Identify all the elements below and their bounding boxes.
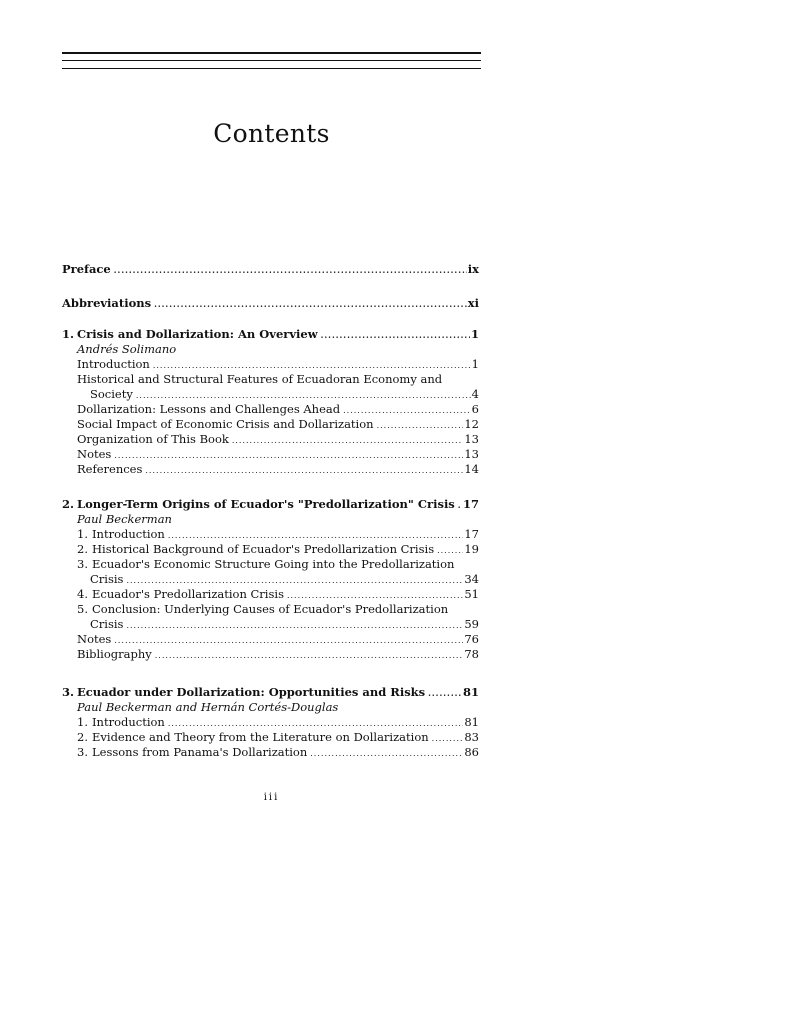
leader-dots	[153, 358, 471, 373]
entry-label: Bibliography	[77, 647, 152, 661]
leader-dots	[428, 686, 462, 701]
page-number: 83	[464, 730, 479, 744]
section-number: 5.	[77, 602, 88, 616]
page-number: 81	[462, 685, 479, 699]
leader-dots	[114, 263, 467, 278]
chapter-number: 1.	[62, 327, 75, 341]
page-number: xi	[467, 296, 479, 310]
chapter-number: 3.	[62, 685, 75, 699]
leader-dots	[321, 328, 470, 343]
page-number: 86	[464, 745, 479, 759]
page-number: 81	[464, 715, 479, 729]
leader-dots	[437, 543, 463, 558]
chapter-author: Paul Beckerman	[77, 512, 172, 526]
leader-dots	[287, 588, 463, 603]
top-rule	[62, 52, 481, 54]
leader-dots	[232, 433, 464, 448]
page-number: 1	[471, 357, 479, 371]
entry-label: Ecuador's Economic Structure Going into the Predollarization	[92, 557, 455, 571]
leader-dots	[432, 731, 464, 746]
entry-label: Historical Background of Ecuador's Predollarization Crisis	[92, 542, 435, 556]
entry-label: Society	[90, 387, 133, 401]
entry-label: Lessons from Panama's Dollarization	[92, 745, 308, 759]
leader-dots	[155, 648, 464, 663]
leader-dots	[343, 403, 471, 418]
top-rule	[62, 60, 481, 61]
toc-abbreviations	[62, 296, 479, 311]
chapter-title: Longer-Term Origins of Ecuador's "Predollarization" Crisis	[77, 497, 455, 511]
entry-label: References	[77, 462, 143, 476]
section-number: 1.	[77, 527, 88, 541]
entry-label: Social Impact of Economic Crisis and Dollarization	[77, 417, 374, 431]
chapter-title: Crisis and Dollarization: An Overview	[77, 327, 318, 341]
entry-label: Organization of This Book	[77, 432, 229, 446]
page-number: 6	[471, 402, 479, 416]
entry-label: Crisis	[90, 572, 124, 586]
chapter-title: Ecuador under Dollarization: Opportunities and Risks	[77, 685, 426, 699]
entry-label: Evidence and Theory from the Literature on Dollarization	[92, 730, 429, 744]
entry-label: Introduction	[92, 527, 165, 541]
entry-label: Dollarization: Lessons and Challenges Ahead	[77, 402, 341, 416]
page-number: 17	[464, 527, 479, 541]
leader-dots	[310, 746, 463, 761]
page-number: 19	[464, 542, 479, 556]
leader-dots	[145, 463, 463, 478]
chapter-number: 2.	[62, 497, 75, 511]
page-number: 78	[464, 647, 479, 661]
page-number: 4	[471, 387, 479, 401]
leader-dots	[126, 573, 463, 588]
page-number: 34	[464, 572, 479, 586]
section-number: 2.	[77, 542, 88, 556]
page-number: 17	[462, 497, 479, 511]
section-number: 4.	[77, 587, 88, 601]
leader-dots	[168, 528, 464, 543]
page-title: Contents	[213, 119, 330, 148]
entry-label: Notes	[77, 632, 112, 646]
leader-dots	[168, 716, 464, 731]
entry-label: Abbreviations	[62, 296, 152, 310]
section-number: 3.	[77, 557, 88, 571]
entry-label: Introduction	[77, 357, 150, 371]
section-number: 3.	[77, 745, 88, 759]
page-folio: iii	[263, 792, 280, 803]
page-number: 51	[464, 587, 479, 601]
page-number: 1	[470, 327, 479, 341]
chapter-author: Paul Beckerman and Hernán Cortés-Douglas	[77, 700, 339, 714]
chapter-author: Andrés Solimano	[77, 342, 177, 356]
leader-dots	[114, 448, 463, 463]
page-number: 13	[464, 432, 479, 446]
page-number: 12	[464, 417, 479, 431]
entry-label: Introduction	[92, 715, 165, 729]
entry-label: Preface	[62, 262, 111, 276]
toc-chapter-2	[62, 497, 479, 662]
entry-label: Crisis	[90, 617, 124, 631]
entry-label: Ecuador's Predollarization Crisis	[92, 587, 284, 601]
entry-label: Conclusion: Underlying Causes of Ecuador's Predollarization	[92, 602, 449, 616]
page-number: 13	[464, 447, 479, 461]
page-number: 59	[464, 617, 479, 631]
section-number: 2.	[77, 730, 88, 744]
leader-dots	[114, 633, 463, 648]
leader-dots	[154, 297, 467, 312]
toc-preface	[62, 262, 479, 277]
leader-dots	[136, 388, 471, 403]
top-rule	[62, 68, 481, 69]
leader-dots	[458, 498, 462, 513]
entry-label: Notes	[77, 447, 112, 461]
leader-dots	[126, 618, 463, 633]
page-number: 76	[464, 632, 479, 646]
page-number: 14	[464, 462, 479, 476]
toc-chapter-3	[62, 685, 479, 760]
entry-label: Historical and Structural Features of Ecuadoran Economy and	[77, 372, 443, 386]
toc-chapter-1	[62, 327, 479, 477]
section-number: 1.	[77, 715, 88, 729]
leader-dots	[377, 418, 464, 433]
page-number: ix	[467, 262, 479, 276]
